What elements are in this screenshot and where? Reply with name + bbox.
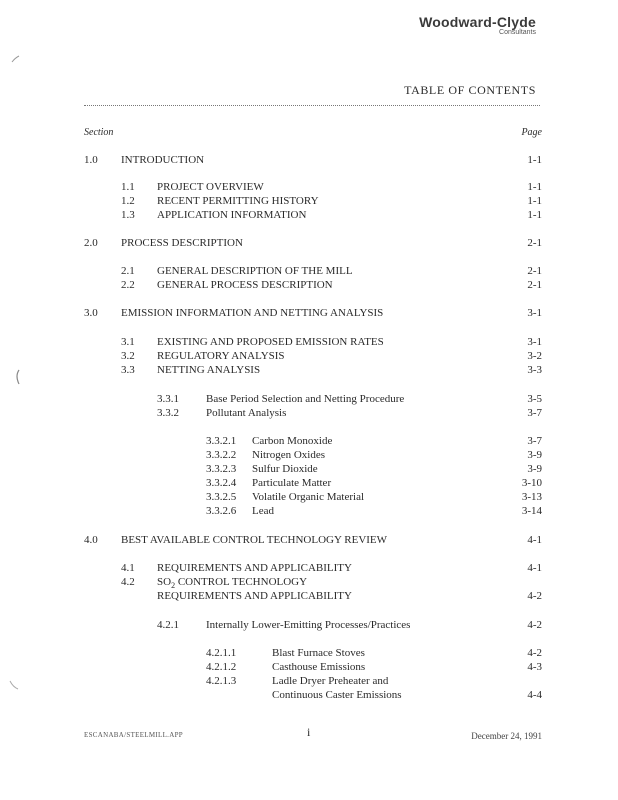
toc-number: 4.2.1.2 — [206, 661, 237, 673]
title-rule — [84, 105, 540, 106]
toc-number: 3.3.2.6 — [206, 505, 237, 517]
toc-number: 2.2 — [121, 279, 135, 291]
toc-entry-page: 3-1 — [527, 307, 542, 319]
toc-entry-page: 4-1 — [527, 562, 542, 574]
toc-entry-text: Sulfur Dioxide — [252, 463, 318, 475]
toc-entry-page: 3-7 — [527, 407, 542, 419]
toc-number: 3.3.2 — [157, 407, 179, 419]
toc-entry-text: RECENT PERMITTING HISTORY — [157, 195, 319, 207]
toc-number: 3.3.2.5 — [206, 491, 237, 503]
toc-entry-text: NETTING ANALYSIS — [157, 364, 261, 376]
toc-entry-page: 2-1 — [527, 237, 542, 249]
toc-number: 4.2.1.1 — [206, 647, 237, 659]
toc-entry-page: 1-1 — [527, 154, 542, 166]
brand-subtitle: Consultants — [499, 29, 536, 36]
toc-entry-page: 2-1 — [527, 265, 542, 277]
toc-title: TABLE OF CONTENTS — [404, 83, 536, 97]
toc-entry-page: 3-14 — [521, 505, 542, 517]
toc-number: 4.2 — [121, 576, 135, 588]
toc-number: 4.1 — [121, 562, 135, 574]
toc-entry-page: 3-5 — [527, 393, 542, 405]
toc-number: 2.0 — [84, 237, 98, 249]
toc-entry-text: GENERAL PROCESS DESCRIPTION — [157, 279, 333, 291]
toc-entry-text: Particulate Matter — [252, 477, 332, 489]
toc-entry-page: 3-1 — [527, 336, 542, 348]
toc-entry-page: 3-13 — [521, 491, 542, 503]
toc-number: 3.3 — [121, 364, 135, 376]
footer-date: December 24, 1991 — [471, 731, 542, 741]
toc-number: 3.3.1 — [157, 393, 179, 405]
toc-entry-text: REQUIREMENTS AND APPLICABILITY — [157, 562, 352, 574]
toc-number: 4.2.1 — [157, 619, 179, 631]
toc-number: 3.3.2.1 — [206, 435, 237, 447]
toc-entry-text: Pollutant Analysis — [206, 407, 287, 419]
section-column-label: Section — [84, 127, 114, 138]
toc-number: 3.1 — [121, 336, 135, 348]
toc-entry-page: 1-1 — [527, 195, 542, 207]
toc-entry-page: 4-3 — [527, 661, 542, 673]
toc-entry-text: REGULATORY ANALYSIS — [157, 350, 285, 362]
toc-entry-page: 3-9 — [527, 463, 542, 475]
toc-entry-text: Lead — [252, 505, 274, 517]
toc-number: 1.3 — [121, 209, 135, 221]
toc-number: 1.1 — [121, 181, 135, 193]
toc-number: 3.3.2.4 — [206, 477, 237, 489]
toc-entry-page: 4-2 — [527, 590, 542, 602]
toc-entry-text: Blast Furnace Stoves — [272, 647, 365, 659]
toc-entry-page: 3-10 — [521, 477, 542, 489]
toc-entry-text: Continuous Caster Emissions — [272, 689, 402, 701]
toc-entry-text: PROCESS DESCRIPTION — [121, 237, 243, 249]
toc-entry-text: Base Period Selection and Netting Procedure — [206, 393, 405, 405]
toc-entry-page: 3-7 — [527, 435, 542, 447]
toc-entry-text: Internally Lower-Emitting Processes/Practices — [206, 619, 411, 631]
brand-name: Woodward-Clyde — [419, 14, 536, 30]
toc-entry-page: 4-4 — [527, 689, 542, 701]
toc-number: 1.0 — [84, 154, 98, 166]
toc-entry-text: APPLICATION INFORMATION — [157, 209, 307, 221]
toc-entry-page: 2-1 — [527, 279, 542, 291]
toc-number: 3.0 — [84, 307, 98, 319]
so2-label: SO — [157, 576, 172, 588]
so2-subscript: 2 — [171, 581, 176, 591]
toc-entry-text: INTRODUCTION — [121, 154, 205, 166]
toc-entry-text: PROJECT OVERVIEW — [157, 181, 264, 193]
toc-entry-page: 1-1 — [527, 209, 542, 221]
toc-entry-text: REQUIREMENTS AND APPLICABILITY — [157, 590, 352, 602]
page-column-label: Page — [521, 127, 542, 138]
scan-artifacts — [8, 48, 28, 708]
toc-entry-text: Casthouse Emissions — [272, 661, 366, 673]
toc-entry-text: Carbon Monoxide — [252, 435, 333, 447]
toc-entry-text: Volatile Organic Material — [252, 491, 365, 503]
toc-entry-text: GENERAL DESCRIPTION OF THE MILL — [157, 265, 353, 277]
toc-number: 4.0 — [84, 534, 98, 546]
toc-entry-text: BEST AVAILABLE CONTROL TECHNOLOGY REVIEW — [121, 534, 388, 546]
so2-label-rest: CONTROL TECHNOLOGY — [175, 576, 308, 588]
footer-filename: ESCANABA/STEELMILL.APP — [84, 731, 183, 739]
toc-entry-text: Ladle Dryer Preheater and — [272, 675, 389, 687]
toc-entry-page: 4-2 — [527, 647, 542, 659]
toc-entry-page: 1-1 — [527, 181, 542, 193]
toc-number: 2.1 — [121, 265, 135, 277]
toc-entry-text: EXISTING AND PROPOSED EMISSION RATES — [157, 336, 384, 348]
toc-entry-page: 4-1 — [527, 534, 542, 546]
toc-entry-page: 3-9 — [527, 449, 542, 461]
toc-entry-page: 4-2 — [527, 619, 542, 631]
footer-page-number: i — [307, 725, 311, 739]
toc-number: 3.2 — [121, 350, 135, 362]
toc-entry-page: 3-3 — [527, 364, 542, 376]
toc-number: 4.2.1.3 — [206, 675, 237, 687]
toc-number: 3.3.2.2 — [206, 449, 237, 461]
toc-entry-text: EMISSION INFORMATION AND NETTING ANALYSIS — [121, 307, 384, 319]
toc-entry-text: Nitrogen Oxides — [252, 449, 326, 461]
toc-entry-page: 3-2 — [527, 350, 542, 362]
toc-number: 3.3.2.3 — [206, 463, 237, 475]
toc-number: 1.2 — [121, 195, 135, 207]
